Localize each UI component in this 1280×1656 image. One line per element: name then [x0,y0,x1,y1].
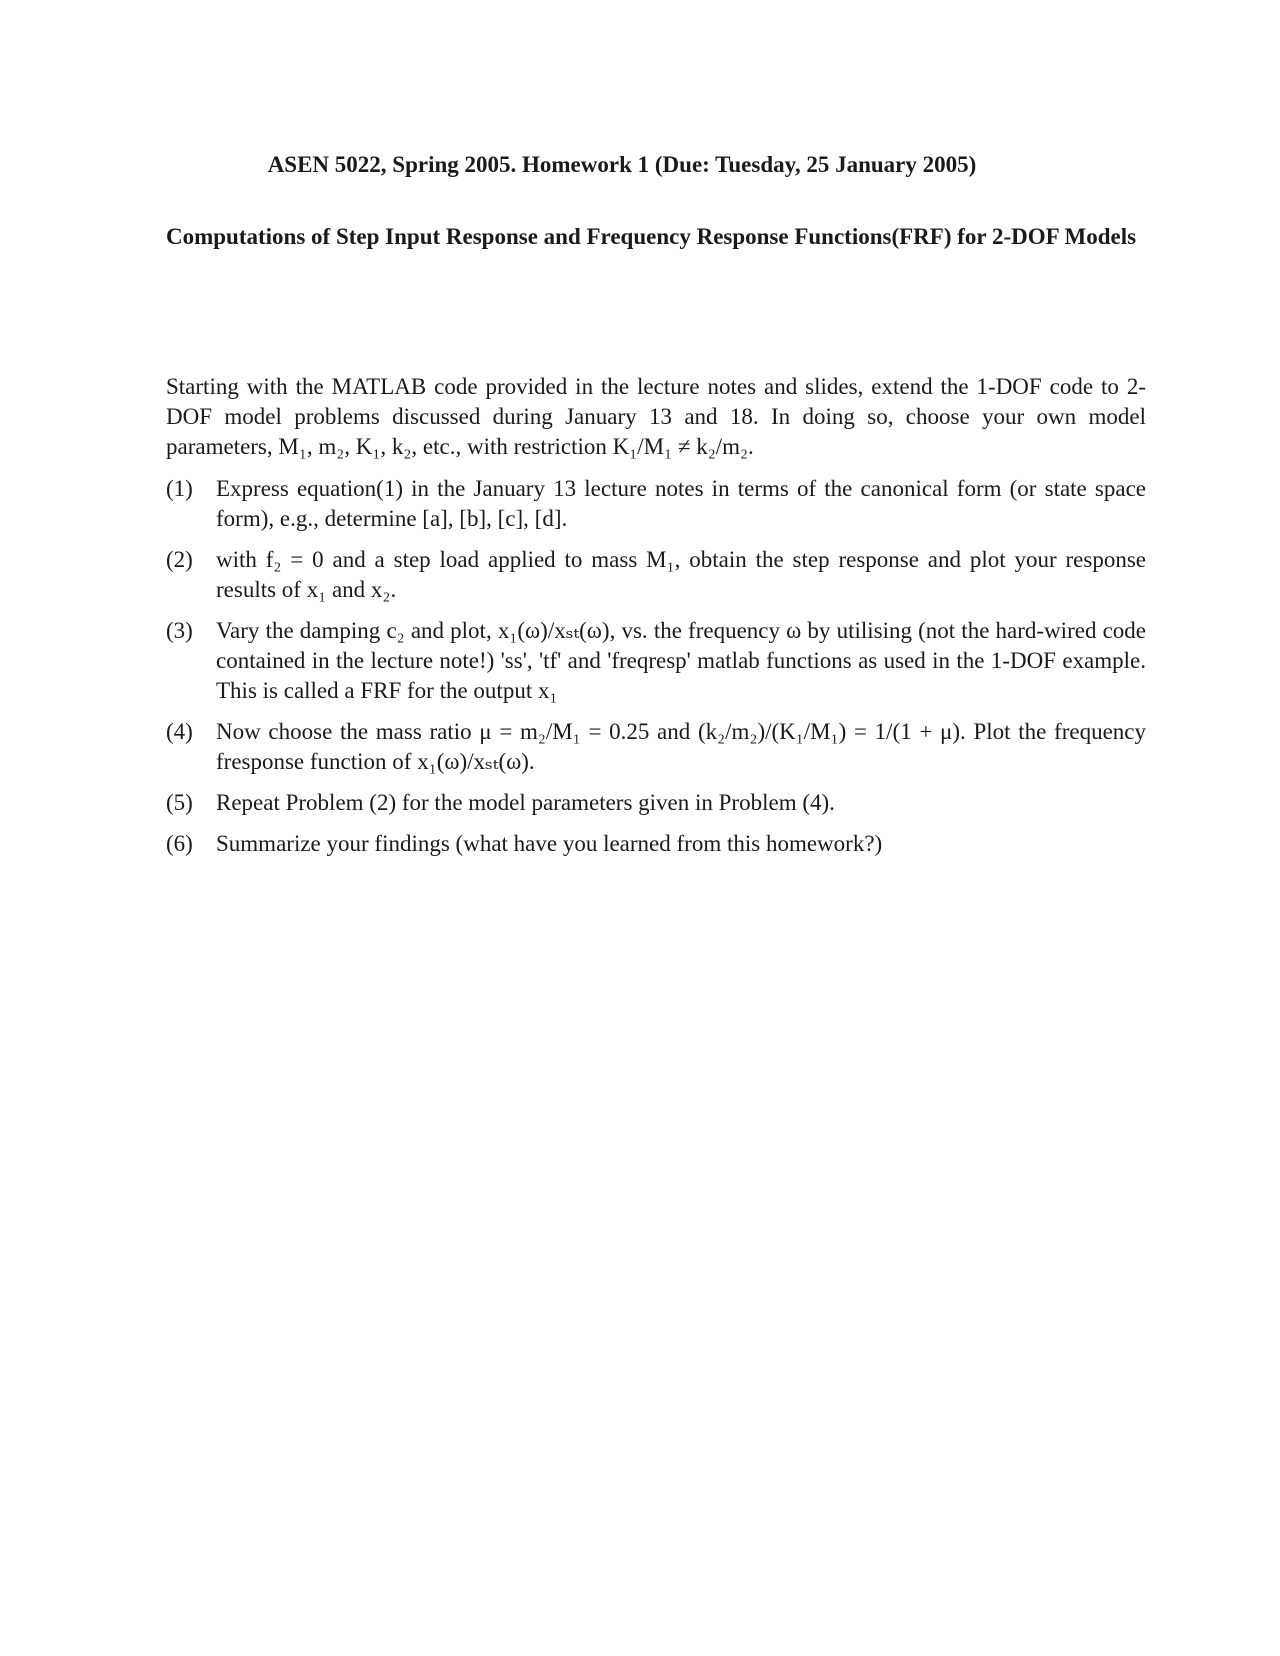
problem-item [166,474,1146,534]
problem-text: with f₂ = 0 and a step load applied to mass M₁, obtain the step response and plot your response results of x₁ and x₂. [216,547,1146,602]
problem-number: (1) [166,476,193,501]
problem-list [166,474,1146,870]
problem-number: (3) [166,618,193,643]
document-title: ASEN 5022, Spring 2005. Homework 1 (Due: Tuesday, 25 January 2005) [267,152,977,177]
problem-text: Repeat Problem (2) for the model parameters given in Problem (4). [216,790,835,815]
problem-text: Vary the damping c₂ and plot, x₁(ω)/xₛₜ(ω), vs. the frequency ω by utilising (not the hard-wired code contained in the lecture note!) 'ss', 'tf' and 'freqresp' matlab functions as used in the 1-DOF example. This is called a FRF for the output x₁ [216,618,1146,703]
problem-item [166,545,1146,605]
problem-text: Now choose the mass ratio μ = m₂/M₁ = 0.25 and (k₂/m₂)/(K₁/M₁) = 1/(1 + μ). Plot the frequency fresponse function of x₁(ω)/xₛₜ(ω). [216,719,1146,774]
intro-paragraph: Starting with the MATLAB code provided in the lecture notes and slides, extend the 1-DOF code to 2-DOF model problems discussed during January 13 and 18. In doing so, choose your own model parameters, M₁, m₂, K₁, k₂, etc., with restriction K₁/M₁ ≠ k₂/m₂. [166,374,1146,459]
problem-number: (2) [166,547,193,572]
problem-item [166,829,1146,859]
problem-item [166,788,1146,818]
problem-number: (5) [166,790,193,815]
problem-item [166,717,1146,777]
problem-text: Express equation(1) in the January 13 lecture notes in terms of the canonical form (or state space form), e.g., determine [a], [b], [c], [d]. [216,476,1146,531]
problem-number: (6) [166,831,193,856]
section-heading: Computations of Step Input Response and Frequency Response Functions(FRF) for 2-DOF Models [166,224,1137,249]
problem-text: Summarize your findings (what have you learned from this homework?) [216,831,883,856]
problem-number: (4) [166,719,193,744]
problem-item [166,616,1146,706]
